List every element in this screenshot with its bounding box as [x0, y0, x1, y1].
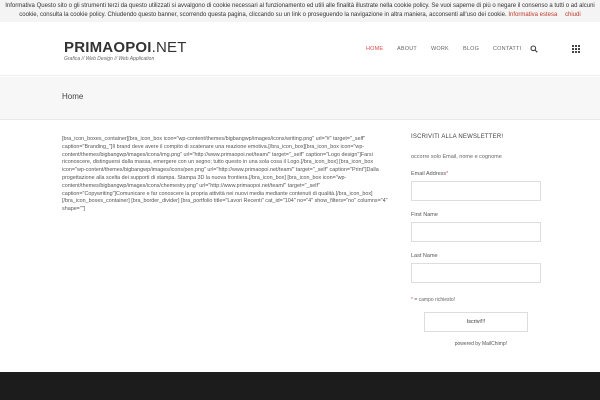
cookie-banner-text: Informativa Questo sito o gli strumenti terzi da questo utilizzati si avvalgono di cookie necessari al funzionamento ed utili alle finalità illustrate nella cookie policy. Se vuoi saperne di più o negare il consenso a tutti o ad alcuni cookie, consulta la cookie policy. Chiudendo questo banner, scorrendo questa pagina, cliccando su un link o proseguendo la navigazione in altra maniera, acconsenti all'uso dei cookie. — [5, 3, 595, 18]
cookie-policy-link[interactable]: Informativa estesa — [508, 12, 558, 18]
required-note-mark: * — [411, 297, 413, 303]
nav-item-work[interactable]: WORK — [431, 46, 449, 52]
nav-item-about[interactable]: ABOUT — [397, 46, 417, 52]
main-content-text: [bra_icon_boxes_container][bra_icon_box icon="wp-content/themes/bigbangwp/images/icons/writing.png" url="#" target="_self" caption="Branding_"]Il brand deve avere il compito di scatenare una reazione emotiva.[/bra_icon_box][bra_icon_box icon="wp-content/themes/bigbangwp/images/icons/img.png" url="http://www.primaopoi.net/team/" target="_self" caption="Logo design"]Farsi riconoscere, distinguersi dalla massa, emergere con un segno; tutto questo in una sola cosa il Logo.[/bra_icon_box] [bra_icon_box icon="wp-content/themes/bigbangwp/images/icons/pen.png" url="http://www.primaopoi.net/team/" target="_self" caption="Print"]Dalla progettazione alla scelta dei supporti di stampa. Stampa 3D la nuova frontiera.[/bra_icon_box] [bra_icon_box icon="wp-content/themes/bigbangwp/images/icons/chemestry.png" url="http://www.primaopoi.net/team/" target="_self" caption="Copywriting"]Comunicare e far conoscere la propria attività nei nuovi media mediante contenuti di qualità.[/bra_icon_box][/bra_icon_boxes_container] [bra_border_divider] [bra_portfolio title="Lavori Recenti" cat_id="104" no="4" show_filters="no" columns="4" shape=""] — [62, 136, 388, 213]
nav-item-contatti[interactable]: CONTATTI — [493, 46, 522, 52]
search-icon[interactable] — [530, 45, 538, 53]
powered-by-text: powered by — [454, 341, 482, 347]
first-name-field[interactable] — [411, 222, 541, 242]
logo-name-suffix: .NET — [151, 39, 187, 56]
subscribe-button[interactable]: Iscrivi!!! — [424, 312, 528, 332]
newsletter-title: ISCRIVITI ALLA NEWSLETTER! — [411, 134, 504, 140]
cookie-banner — [0, 0, 600, 22]
last-name-field[interactable] — [411, 263, 541, 283]
required-note — [411, 297, 541, 303]
page-title: Home — [62, 92, 84, 101]
logo-name-bold: PRIMAOPOI — [64, 39, 152, 56]
cookie-close-link[interactable]: chiudi — [565, 12, 581, 18]
nav-item-home[interactable]: HOME — [366, 46, 384, 52]
page-title-bar — [0, 77, 600, 120]
powered-by — [411, 341, 507, 347]
main-nav — [0, 45, 600, 57]
newsletter-widget — [411, 134, 541, 347]
nav-item-blog[interactable]: BLOG — [463, 46, 480, 52]
email-label — [411, 171, 541, 177]
last-name-label: Last Name — [411, 253, 438, 259]
site-footer — [0, 372, 600, 400]
email-label-text: Email Address — [411, 171, 447, 177]
logo-tagline: Grafica // Web Design // Web Application — [64, 56, 155, 62]
grid-menu-icon[interactable] — [572, 45, 580, 53]
newsletter-subtitle: occorre solo Email, nome e cognome — [411, 154, 502, 160]
mailchimp-link[interactable]: MailChimp! — [481, 341, 507, 347]
first-name-label: First Name — [411, 212, 438, 218]
email-field[interactable] — [411, 181, 541, 201]
required-mark: * — [446, 171, 449, 177]
required-note-text: = campo richiesto! — [412, 297, 456, 303]
